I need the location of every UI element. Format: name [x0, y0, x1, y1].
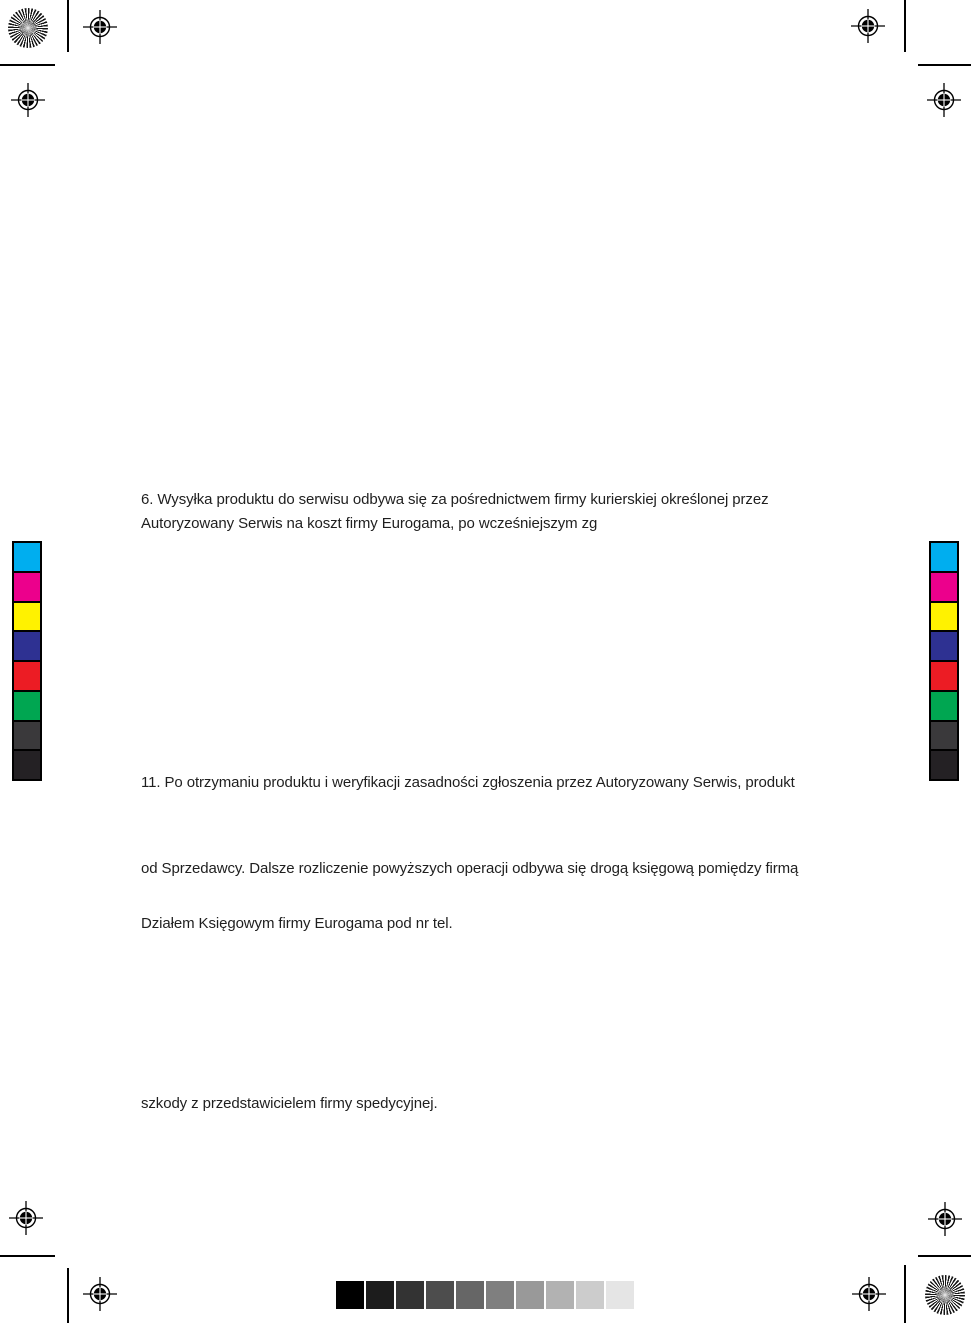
- color-calibration-bar-left: [12, 541, 42, 781]
- gray-step: [546, 1281, 574, 1309]
- color-swatch-black: [14, 751, 40, 779]
- gray-step: [336, 1281, 364, 1309]
- gray-step: [516, 1281, 544, 1309]
- trim-line: [918, 1255, 971, 1257]
- grayscale-step-wedge: [336, 1281, 634, 1309]
- text-line: Działem Księgowym firmy Eurogama pod nr tel.: [141, 915, 453, 932]
- registration-mark-icon: [926, 82, 962, 118]
- color-swatch-yellow: [931, 603, 957, 631]
- gray-step: [456, 1281, 484, 1309]
- color-swatch-green: [931, 692, 957, 720]
- trim-line: [0, 1255, 55, 1257]
- color-swatch-cyan: [14, 543, 40, 571]
- color-swatch-magenta: [931, 573, 957, 601]
- gray-step: [396, 1281, 424, 1309]
- registration-mark-icon: [82, 9, 118, 45]
- trim-line: [904, 0, 906, 52]
- color-swatch-blue: [931, 632, 957, 660]
- star-target-icon: [8, 8, 48, 48]
- registration-mark-icon: [82, 1276, 118, 1312]
- registration-mark-icon: [927, 1201, 963, 1237]
- gray-step: [366, 1281, 394, 1309]
- gray-step: [606, 1281, 634, 1309]
- registration-mark-icon: [851, 1276, 887, 1312]
- text-line: od Sprzedawcy. Dalsze rozliczenie powyższych operacji odbywa się drogą księgową pomiędzy firmą: [141, 860, 799, 877]
- color-swatch-cyan: [931, 543, 957, 571]
- text-line: Autoryzowany Serwis na koszt firmy Eurogama, po wcześniejszym zg: [141, 515, 598, 532]
- text-line: 6. Wysyłka produktu do serwisu odbywa się za pośrednictwem firmy kurierskiej określonej przez: [141, 491, 769, 508]
- gray-step: [486, 1281, 514, 1309]
- trim-line: [918, 64, 971, 66]
- registration-mark-icon: [850, 8, 886, 44]
- trim-line: [67, 1268, 69, 1323]
- trim-line: [67, 0, 69, 52]
- star-target-icon: [925, 1275, 965, 1315]
- color-swatch-dark-gray: [14, 722, 40, 750]
- registration-mark-icon: [10, 82, 46, 118]
- color-swatch-red: [14, 662, 40, 690]
- paragraph-6: [141, 488, 768, 536]
- color-swatch-yellow: [14, 603, 40, 631]
- trim-line: [904, 1265, 906, 1323]
- color-calibration-bar-right: [929, 541, 959, 781]
- gray-step: [576, 1281, 604, 1309]
- color-swatch-blue: [14, 632, 40, 660]
- registration-mark-icon: [8, 1200, 44, 1236]
- paragraph-11: 11. Po otrzymaniu produktu i weryfikacji zasadności zgłoszenia przez Autoryzowany Serwis, produkt: [141, 774, 795, 791]
- gray-step: [426, 1281, 454, 1309]
- color-swatch-black: [931, 751, 957, 779]
- color-swatch-green: [14, 692, 40, 720]
- color-swatch-dark-gray: [931, 722, 957, 750]
- text-line: szkody z przedstawicielem firmy spedycyjnej.: [141, 1095, 438, 1112]
- color-swatch-magenta: [14, 573, 40, 601]
- trim-line: [0, 64, 55, 66]
- color-swatch-red: [931, 662, 957, 690]
